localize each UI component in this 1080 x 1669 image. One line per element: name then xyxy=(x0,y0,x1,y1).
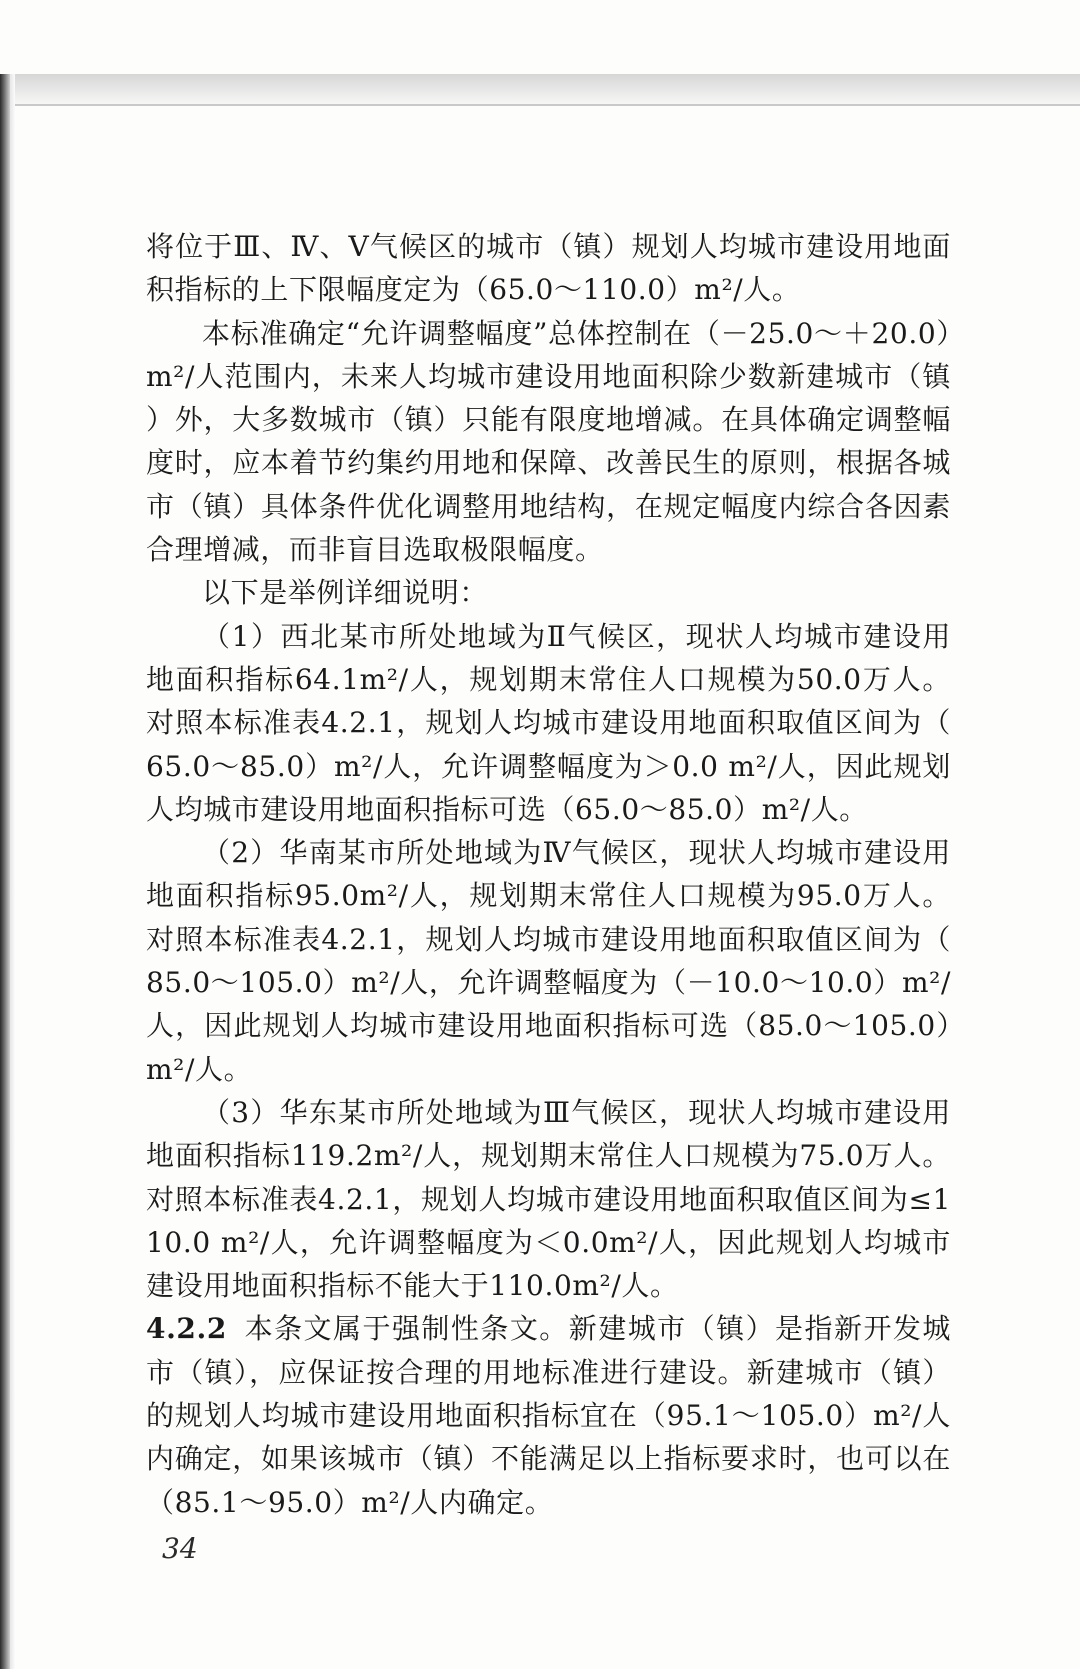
page-binding-edge xyxy=(0,74,10,1669)
paragraph-climate-zone-range: 将位于Ⅲ、Ⅳ、Ⅴ气候区的城市（镇）规划人均城市建设用地面积指标的上下限幅度定为（65.0～110.0）m²/人。 xyxy=(146,230,951,307)
clause-4-2-2 xyxy=(146,1307,951,1523)
body-text xyxy=(146,225,951,1524)
paragraph-examples-intro: 以下是举例详细说明： xyxy=(202,576,489,610)
paragraph-adjustment-range: 本标准确定“允许调整幅度”总体控制在（－25.0～＋20.0）m²/人范围内，未来人均城市建设用地面积除少数新建城市（镇）外，大多数城市（镇）只能有限度地增减。在具体确定调整幅度时，应本着节约集约用地和保障、改善民生的原则，根据各城市（镇）具体条件优化调整用地结构，在规定幅度内综合各因素合理增减，而非盲目选取极限幅度。 xyxy=(146,316,951,567)
page-binding-gradient xyxy=(10,74,15,1669)
paragraph-example-2: （2）华南某市所处地域为Ⅳ气候区，现状人均城市建设用地面积指标95.0m²/人，规划期末常住人口规模为95.0万人。对照本标准表4.2.1，规划人均城市建设用地面积取值区间为（85.0～105.0）m²/人，允许调整幅度为（－10.0～10.0）m²/人，因此规划人均城市建设用地面积指标可选（85.0～105.0）m²/人。 xyxy=(146,836,951,1086)
paragraph-example-3: （3）华东某市所处地域为Ⅲ气候区，现状人均城市建设用地面积指标119.2m²/人，规划期末常住人口规模为75.0万人。对照本标准表4.2.1，规划人均城市建设用地面积取值区间为≤110.0 m²/人，允许调整幅度为＜0.0m²/人，因此规划人均城市建设用地面积指标不能大于110.0m²/人。 xyxy=(146,1095,951,1303)
scan-shadow-band xyxy=(0,74,1080,106)
page-number: 34 xyxy=(162,1532,198,1565)
scan-shadow-line xyxy=(0,104,1080,106)
paragraph-example-1: （1）西北某市所处地域为Ⅱ气候区，现状人均城市建设用地面积指标64.1m²/人，规划期末常住人口规模为50.0万人。对照本标准表4.2.1，规划人均城市建设用地面积取值区间为（65.0～85.0）m²/人，允许调整幅度为＞0.0 m²/人，因此规划人均城市建设用地面积指标可选（65.0～85.0）m²/人。 xyxy=(146,619,951,826)
clause-text: 本条文属于强制性条文。新建城市（镇）是指新开发城市（镇），应保证按合理的用地标准进行建设。新建城市（镇）的规划人均城市建设用地面积指标宜在（95.1～105.0）m²/人内确定，如果该城市（镇）不能满足以上指标要求时，也可以在（85.1～95.0）m²/人内确定。 xyxy=(146,1312,951,1519)
clause-number: 4.2.2 xyxy=(146,1312,227,1346)
